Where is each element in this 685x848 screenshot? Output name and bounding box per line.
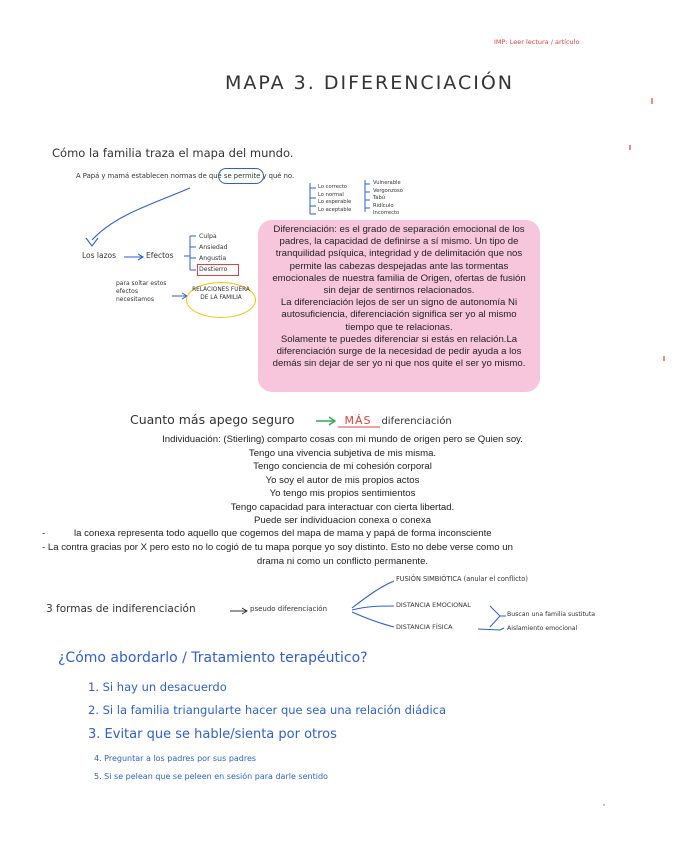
bullet-1: la conexa representa todo aquello que cogemos del mapa de mama y papá de forma inconsciente: [74, 528, 492, 539]
therapy-item-2: 2. Si la familia triangularte hacer que sea una relación diádica: [88, 703, 447, 717]
list-item: Lo aceptable: [318, 206, 352, 213]
definition-paragraph: Diferenciación: es el grado de separación emocional de los padres, la capacidad de definirse a sí mismo. Un tipo de tranquilidad psíquica, integridad y de delimitación que nos permite las cabezas despejadas ante las tormentas emocionales de nuestra familia de Origen, ofertas de fusión sin dejar de sentirnos relacionados.: [272, 224, 526, 297]
definition-paragraph: Solamente te puedes diferenciar si estás en relación.La diferenciación surge de la necesidad de pedir ayuda a los demás sin dejar de ser yo ni que nos quite el ser yo mismo.: [272, 333, 526, 370]
section1-line: A Papá y mamá establecen normas de qué se permite y qué no.: [76, 172, 295, 180]
list-item: Destierro: [199, 266, 228, 273]
list-item: Lo normal: [318, 191, 344, 198]
permitted-right-list: [373, 180, 403, 218]
list-item: Ansiedad: [199, 244, 228, 251]
list-item: Vulnerable: [373, 180, 401, 186]
permitted-left-list: [318, 184, 351, 214]
list-item: Angustia: [199, 255, 227, 262]
list-item: Incorrecto: [373, 210, 400, 216]
relaciones-note: RELACIONES FUERA DE LA FAMILIA: [192, 287, 250, 301]
individuation-lines: [0, 433, 685, 528]
text-line: Yo tengo mis propios sentimientos: [269, 488, 416, 499]
therapy-item-3: 3. Evitar que se hable/sienta por otros: [88, 727, 337, 742]
list-item: Lo correcto: [318, 184, 347, 190]
efectos-label: Efectos: [146, 251, 174, 260]
text-line: Tengo conciencia de mi cohesión corporal: [253, 461, 432, 472]
therapy-item-5: 5. Si se pelean que se peleen en sesión para darle sentido: [94, 772, 328, 781]
list-item: Ridículo: [373, 202, 394, 209]
list-item: Lo esperable: [318, 199, 352, 205]
page-title: MAPA 3. DIFERENCIACIÓN: [225, 72, 514, 94]
bullet-dash: -: [42, 528, 46, 539]
list-item: Culpa: [199, 233, 217, 240]
text-line: Yo soy el autor de mis propios actos: [265, 474, 420, 486]
form-fusion: FUSIÓN SIMBIÓTICA (anular el conflicto): [396, 575, 528, 583]
destierro-box: [197, 264, 239, 276]
text-line: Tengo una vivencia subjetiva de mis misma.: [248, 447, 437, 459]
result-familia-sustituta: Buscan una familia sustituta: [507, 611, 596, 618]
definition-box: [258, 220, 540, 392]
form-distancia-emocional: DISTANCIA EMOCIONAL: [396, 601, 471, 609]
therapy-item-1: 1. Si hay un desacuerdo: [88, 680, 227, 694]
normas-circle: [218, 168, 264, 184]
definition-paragraph: La diferenciación lejos de ser un signo de autonomía Ni autosuficiencia, diferenciación significa ser yo al mismo tiempo que te relacionas.: [280, 297, 518, 333]
list-item: Vergonzoso: [373, 187, 403, 194]
heading-part: Cuanto más apego seguro: [130, 412, 295, 427]
text-line: Individuación: (Stierling) comparto cosas con mi mundo de origen pero se Quien soy.: [162, 434, 523, 445]
bullet-2: - La contra gracias por X pero esto no lo cogió de tu mapa porque yo soy distinto. Esto no debe verse como un: [42, 542, 513, 553]
section3-arrow-label: pseudo diferenciación: [250, 605, 328, 613]
form-distancia-fisica: DISTANCIA FÍSICA: [396, 623, 453, 631]
section3-label: 3 formas de indiferenciación: [46, 603, 196, 615]
para-soltar-note: para soltar estos efectos necesitamos: [116, 280, 167, 303]
bullet-2-text: La contra gracias por X pero esto no lo cogió de tu mapa porque yo soy distinto. Esto no debe verse como un: [47, 542, 513, 553]
text-line: Tengo capacidad para interactuar con cierta libertad.: [230, 501, 455, 513]
therapy-item-4: 4. Preguntar a los padres por sus padres: [94, 754, 257, 763]
heading-emphasis: MÁS: [344, 414, 372, 427]
bullet-2-continued: drama ni como un conflicto permanente.: [256, 556, 429, 567]
result-aislamiento: Aislamiento emocional: [507, 625, 578, 632]
heading-part: diferenciación: [381, 416, 452, 427]
section4-heading: ¿Cómo abordarlo / Tratamiento terapéutico?: [58, 650, 368, 666]
lazos-label: Los lazos: [82, 251, 117, 260]
section1-heading: Cómo la familia traza el mapa del mundo.: [52, 146, 294, 160]
top-note: IMP: Leer lectura / artículo: [494, 38, 580, 46]
text-line: Puede ser individuacion conexa o conexa: [253, 515, 432, 526]
section2-heading: [130, 412, 452, 427]
list-item: Tabú: [373, 195, 386, 201]
